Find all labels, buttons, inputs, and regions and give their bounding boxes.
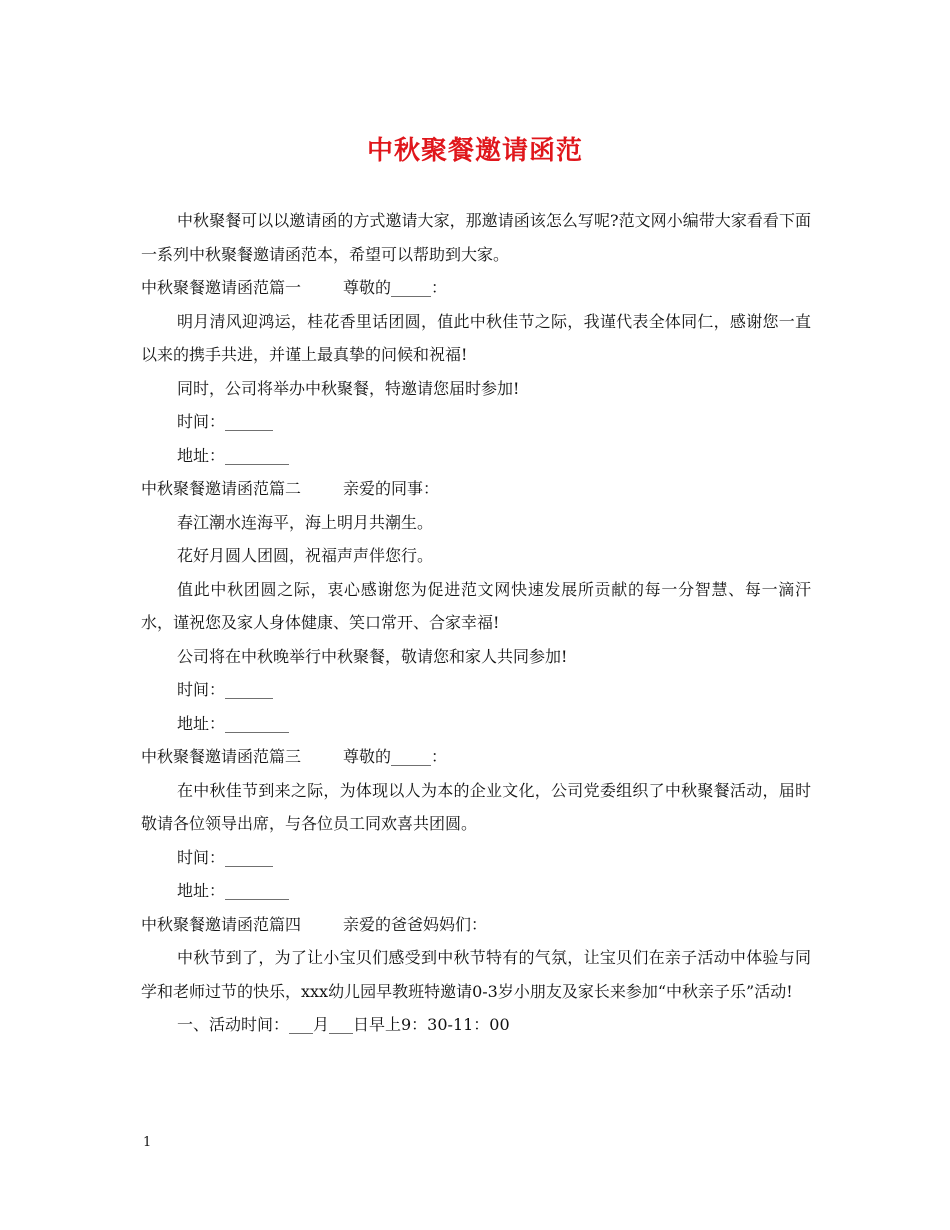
section-heading-line (141, 740, 811, 774)
paragraph: 同时，公司将举办中秋聚餐，特邀请您届时参加! (177, 378, 520, 398)
paragraph: 值此中秋团圆之际，衷心感谢您为促进范文网快速发展所贡献的每一分智慧、每一滴汗水，谨祝您及家人身体健康、笑口常开、合家幸福! (141, 579, 811, 632)
time-line: 时间：______ (177, 412, 274, 431)
address-line: 地址：________ (177, 713, 290, 733)
section-heading: 中秋聚餐邀请函范篇四 (141, 914, 302, 934)
document-body (141, 204, 811, 1042)
section-heading-line (141, 908, 811, 942)
salutation: 尊敬的_____： (343, 747, 448, 766)
verse-line: 花好月圆人团圆，祝福声声伴您行。 (177, 546, 434, 565)
section-heading: 中秋聚餐邀请函范篇一 (141, 278, 302, 297)
section-heading-line (141, 472, 811, 506)
time-line: 时间：______ (177, 847, 274, 867)
salutation: 亲爱的同事： (343, 479, 440, 498)
paragraph: 公司将在中秋晚举行中秋聚餐，敬请您和家人共同参加! (177, 646, 568, 666)
salutation: 亲爱的爸爸妈妈们： (343, 914, 488, 934)
section-heading-line (141, 271, 811, 305)
address-line: 地址：________ (177, 881, 290, 900)
address-line: 地址：________ (177, 445, 290, 465)
document-title: 中秋聚餐邀请函范 (366, 136, 583, 166)
intro-paragraph: 中秋聚餐可以以邀请函的方式邀请大家，那邀请函该怎么写呢?范文网小编带大家看看下面一系列中秋聚餐邀请函范本，希望可以帮助到大家。 (141, 211, 811, 264)
paragraph: 中秋节到了，为了让小宝贝们感受到中秋节特有的气氛，让宝贝们在亲子活动中体验与同学和老师过节的快乐，xxx幼儿园早教班特邀请0-3岁小朋友及家长来参加“中秋亲子乐”活动! (141, 948, 811, 1001)
section-heading: 中秋聚餐邀请函范篇三 (141, 747, 302, 766)
paragraph: 在中秋佳节到来之际，为体现以人为本的企业文化，公司党委组织了中秋聚餐活动，届时敬请各位领导出席，与各位员工同欢喜共团圆。 (141, 780, 811, 833)
section-heading: 中秋聚餐邀请函范篇二 (141, 479, 302, 498)
page-number: 1 (143, 1135, 152, 1150)
time-line: 时间：______ (177, 680, 274, 699)
salutation: 尊敬的_____： (343, 278, 448, 297)
paragraph: 明月清风迎鸿运，桂花香里话团圆，值此中秋佳节之际，我谨代表全体同仁，感谢您一直以来的携手共进，并谨上最真挚的问候和祝福! (141, 311, 811, 364)
verse-line: 春江潮水连海平，海上明月共潮生。 (177, 512, 434, 532)
activity-time-line: 一、活动时间：___月___日早上9：30-11：00 (177, 1015, 510, 1034)
